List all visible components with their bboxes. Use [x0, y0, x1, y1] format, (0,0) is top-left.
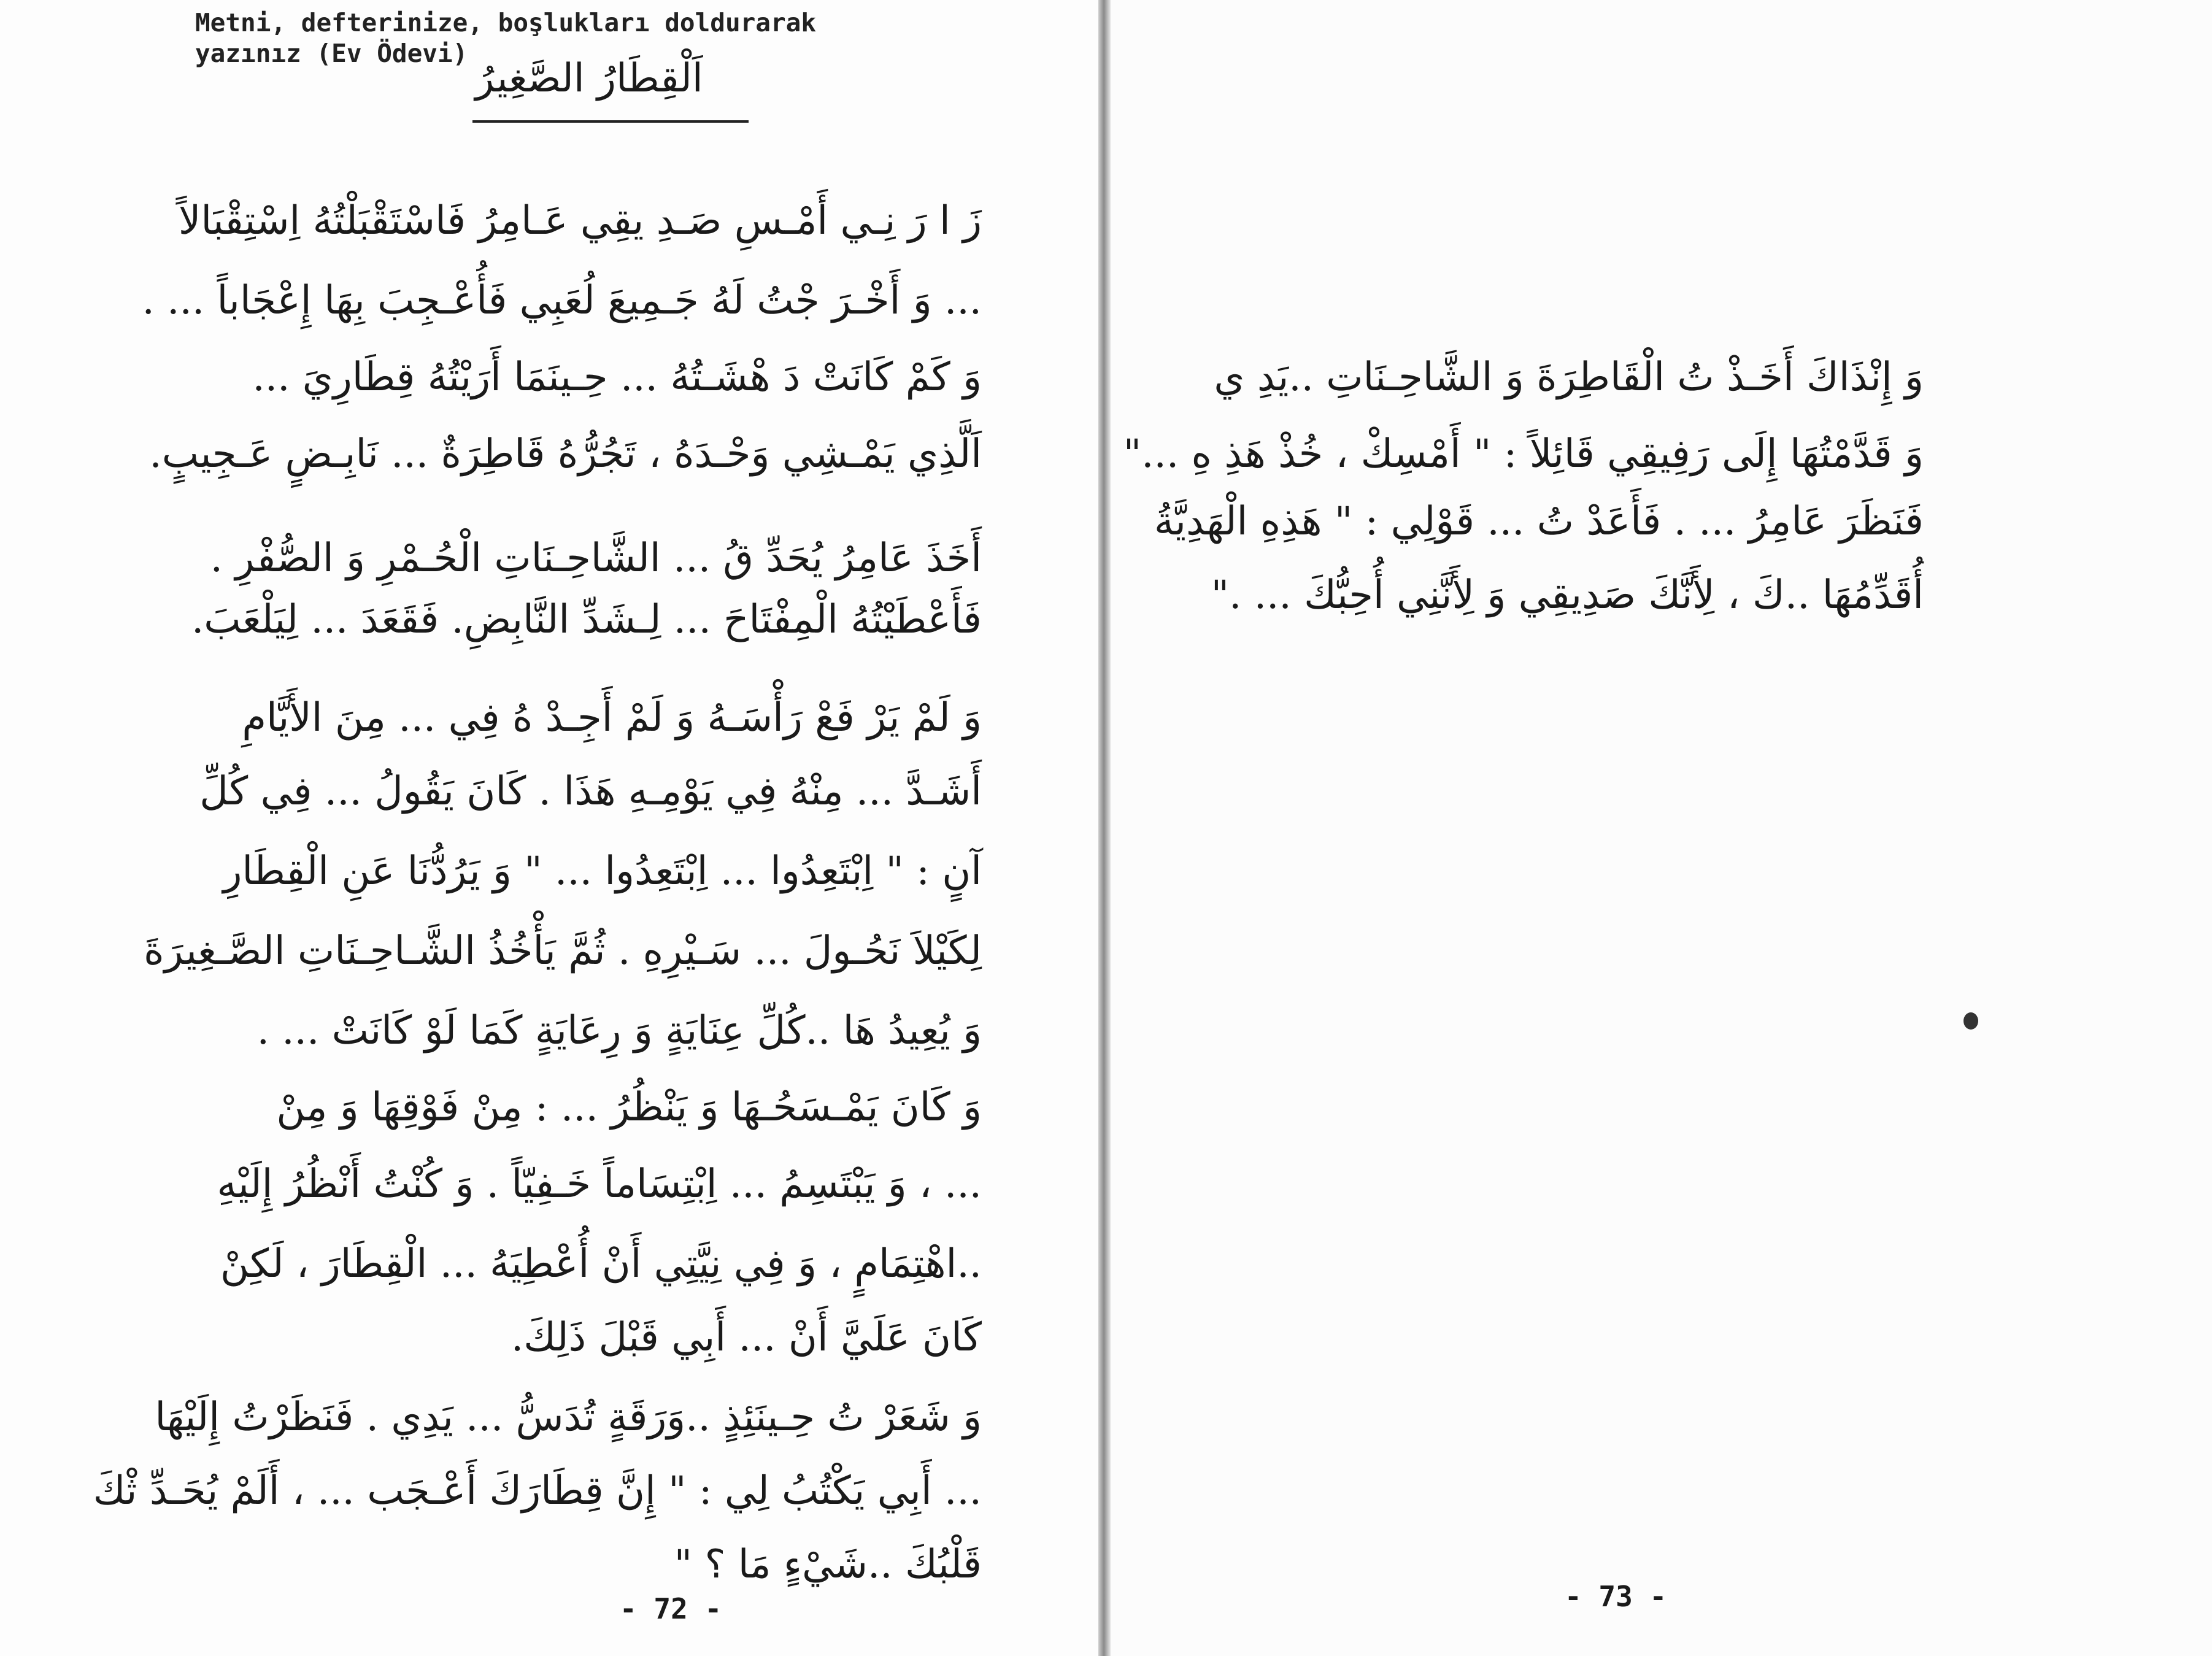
- right-text-line-3: فَنَظَرَ عَامِرُ ... . فَأَعَدْ تُ ... قَوْلِي : " هَذِهِ الْهَدِيَّةُ: [1154, 499, 1924, 544]
- homework-instruction: Metni, defterinize, boşlukları doldurarak yazınız (Ev Ödevi): [195, 8, 817, 68]
- text-line-7: وَ لَمْ يَرْ فَعْ رَأْسَـهُ وَ لَمْ أَجِـدْ هُ فِي ... مِنَ الأَيَّامِ: [242, 695, 982, 741]
- text-line-16: وَ شَعَرْ تُ حِـينَئِذٍ ..وَرَقَةٍ تُدَسُّ ... يَدِي . فَنَظَرْتُ إِلَيْهَا: [155, 1395, 982, 1440]
- left-page: [0, 0, 1098, 1656]
- text-line-11: وَ يُعِيدُ هَا ..كُلِّ عِنَايَةٍ وَ رِعَايَةٍ كَمَا لَوْ كَانَتْ ... .: [256, 1008, 982, 1053]
- text-line-8: أَشَـدَّ ... مِنْهُ فِي يَوْمِـهِ هَذَا . كَانَ يَقُولُ ... فِي كُلِّ: [199, 769, 982, 814]
- right-page: [1111, 0, 2212, 1656]
- right-text-line-1: وَ إِنْذَاكَ أَخَـذْ تُ الْقَاطِرَةَ وَ الشَّاحِـنَاتِ ..يَدِ ي: [1214, 355, 1924, 400]
- text-line-14: ..اهْتِمَامٍ ، وَ فِي نِيَّتِي أَنْ أُعْطِيَهُ ... الْقِطَارَ ، لَكِنْ: [220, 1241, 982, 1287]
- text-line-5: أَخَذَ عَامِرُ يُحَدِّ قُ ... الشَّاحِـنَاتِ الْحُـمْرِ وَ الصُّفْرِ .: [210, 536, 982, 581]
- page-title: اَلْقِطَارُ الصَّغِيرُ: [475, 56, 703, 101]
- book-gutter: [1098, 0, 1111, 1656]
- text-line-12: وَ كَانَ يَمْـسَحُـهَا وَ يَنْظُرُ ... : مِنْ فَوْقِهَا وَ مِنْ: [276, 1085, 982, 1130]
- text-line-9: آنٍ : " اِبْتَعِدُوا ... اِبْتَعِدُوا ... " وَ يَرُدُّنَا عَنِ الْقِطَارِ: [223, 849, 982, 894]
- page-number-left: - 72 -: [620, 1592, 722, 1625]
- text-line-2: ... وَ أَخْـرَ جْتُ لَهُ جَـمِيعَ لُعَبِي فَأُعْـجِبَ بِهَا إِعْجَاباً ... .: [142, 278, 982, 323]
- title-underline: [472, 120, 749, 123]
- text-line-13: ... ، وَ يَبْتَسِمُ ... اِبْتِسَاماً خَـفِيّاً . وَ كُنْتُ أَنْظُرُ إِلَيْهِ: [217, 1161, 982, 1207]
- text-line-17: ... أَبِي يَكْتُبُ لِي : " إِنَّ قِطَارَكَ أَعْـجَب ... ، أَلَمْ يُحَـدِّ ثْكَ: [93, 1468, 982, 1514]
- text-line-1: زَ ا رَ نِـي أَمْـسِ صَـدِ يقِي عَـامِرُ فَاسْتَقْبَلْتُهُ اِسْتِقْبَالاً: [178, 198, 982, 244]
- right-text-line-2: وَ قَدَّمْتُهَا إِلَى رَفِيقِي قَائِلاً : " أَمْسِكْ ، خُذْ هَذِ هِ ...": [1123, 431, 1924, 477]
- text-line-3: وَ كَمْ كَانَتْ دَ هْشَـتُهُ ... حِـينَمَا أَرَيْتُهُ قِطَارِيَ ...: [252, 355, 982, 400]
- text-line-10: لِكَيْلاَ نَحُـولَ ... سَـيْرِهِ . ثُمَّ يَأْخُذُ الشَّـاحِـنَاتِ الصَّـغِيرَةَ: [144, 928, 982, 974]
- page-number-right: - 73 -: [1565, 1580, 1667, 1613]
- text-line-4: اَلَّذِي يَمْـشِي وَحْـدَهُ ، تَجُرُّهُ قَاطِرَةٌ ... نَابِـضٍ عَـجِيبٍ.: [149, 431, 982, 477]
- ink-speck: [1963, 1012, 1978, 1030]
- text-line-15: كَانَ عَلَيَّ أَنْ ... أَبِي قَبْلَ ذَلِكَ.: [511, 1315, 982, 1360]
- text-line-6: فَأَعْطَيْتُهُ الْمِفْتَاحَ ... لِـشَدِّ النَّابِضِ. فَقَعَدَ ... لِيَلْعَبَ.: [191, 597, 982, 642]
- right-text-line-4: أُقَدِّمُهَا ..كَ ، لِأَنَّكَ صَدِيقِي وَ لِأَنَّنِي أُحِبُّكَ ... .": [1211, 572, 1924, 618]
- text-line-18: قَلْبُكَ ..شَيْءٍ مَا ؟ ": [674, 1542, 982, 1587]
